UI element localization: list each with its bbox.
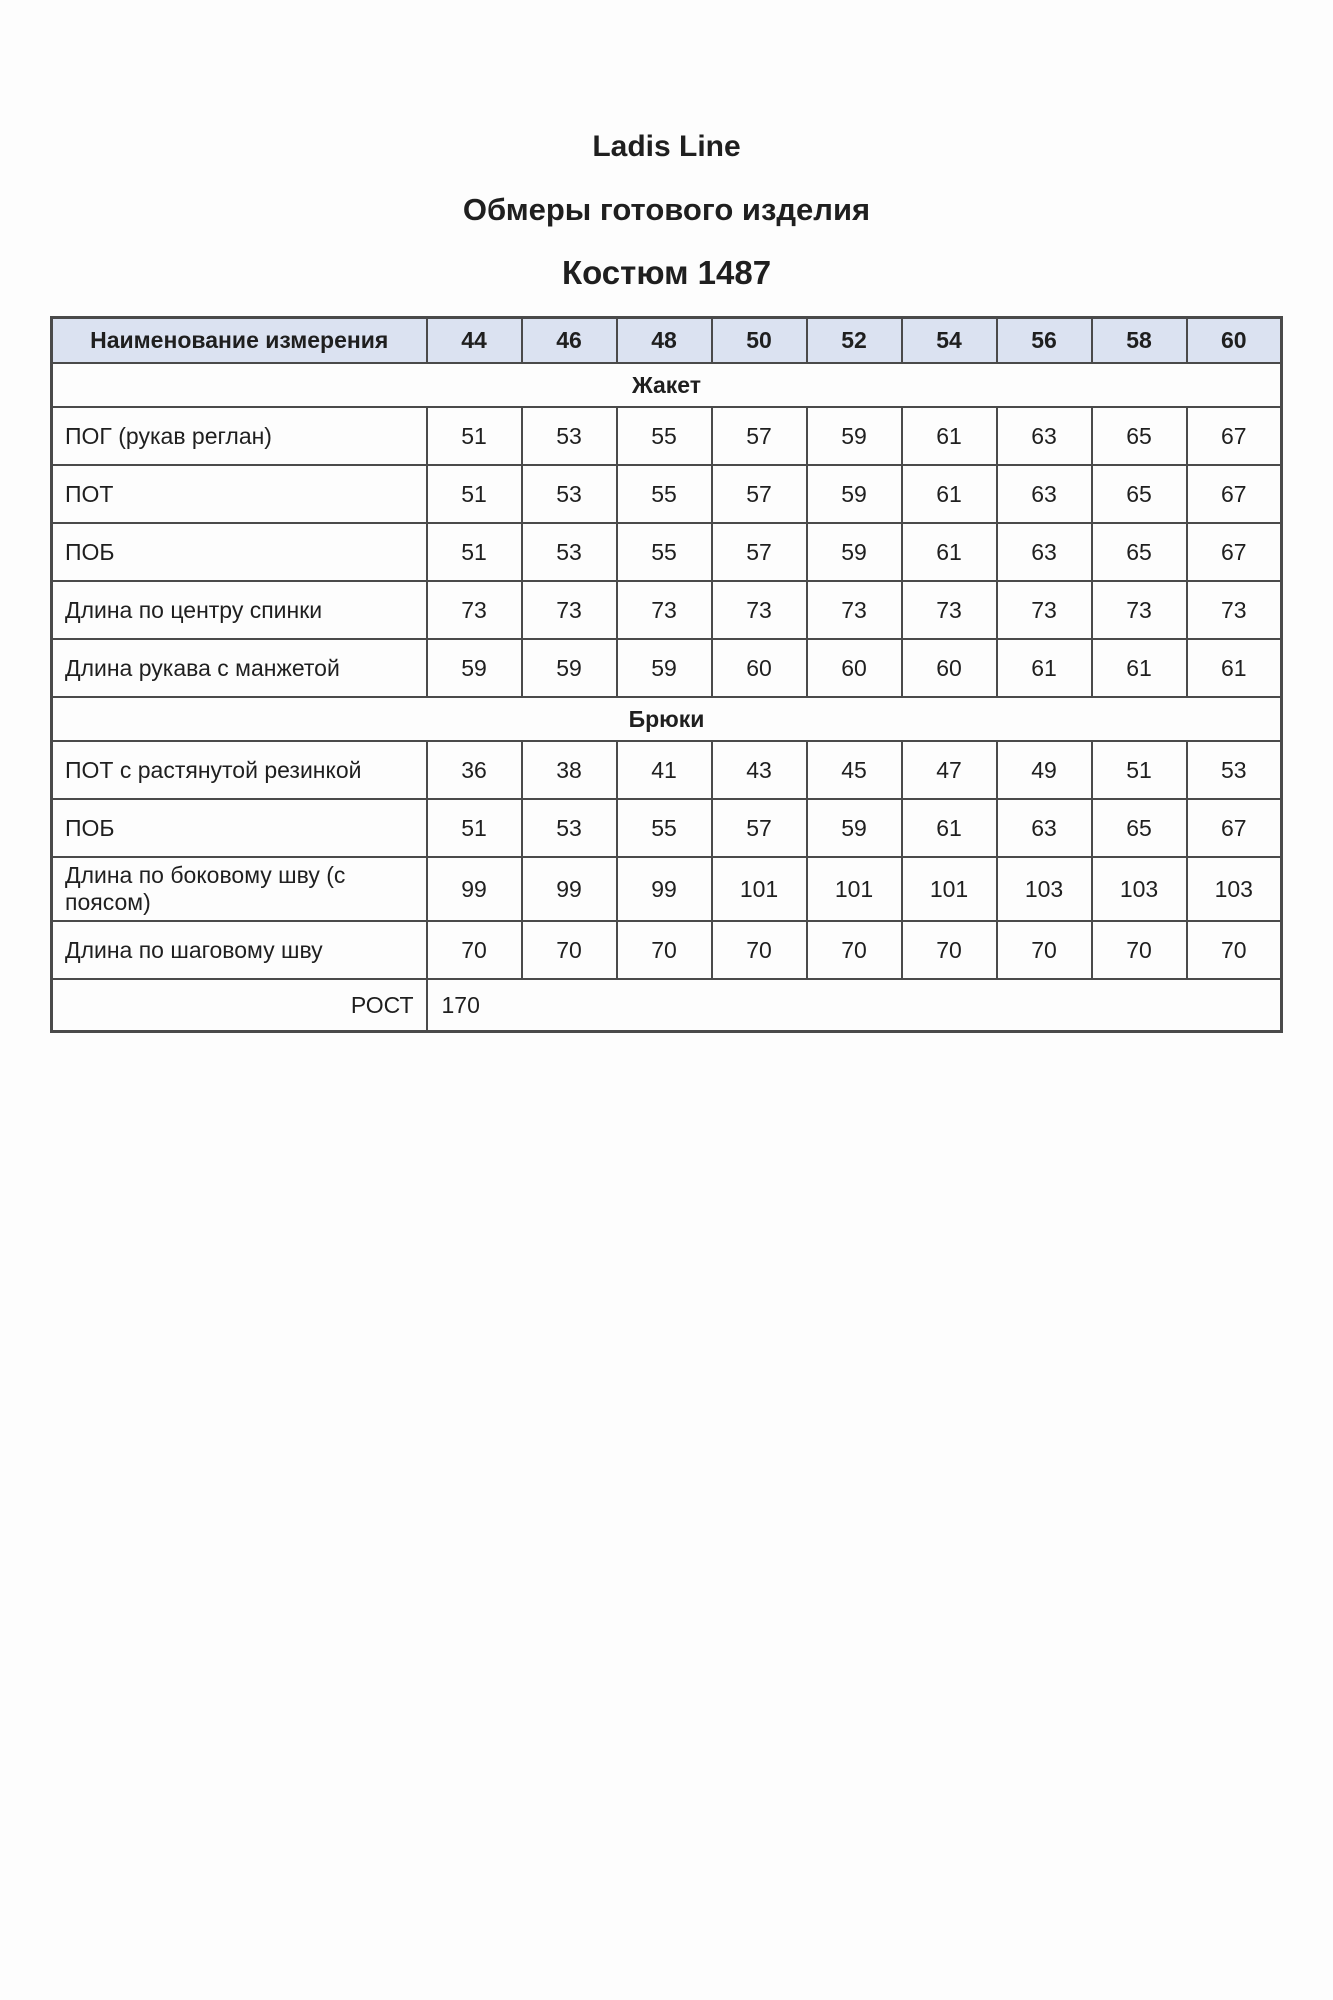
measurement-value: 57 <box>712 465 807 523</box>
measurement-value: 70 <box>1092 921 1187 979</box>
measurement-value: 73 <box>807 581 902 639</box>
measurement-row <box>52 407 1282 465</box>
measurement-row <box>52 741 1282 799</box>
column-header-size: 50 <box>712 318 807 364</box>
measurement-value: 70 <box>902 921 997 979</box>
column-header-size: 46 <box>522 318 617 364</box>
measurement-value: 67 <box>1187 523 1282 581</box>
measurement-value: 59 <box>522 639 617 697</box>
measurement-value: 55 <box>617 407 712 465</box>
measurement-value: 53 <box>522 465 617 523</box>
row-label: Длина рукава с манжетой <box>52 639 427 697</box>
measurement-value: 70 <box>617 921 712 979</box>
measurement-value: 67 <box>1187 799 1282 857</box>
column-header-size: 60 <box>1187 318 1282 364</box>
measurement-value: 99 <box>617 857 712 921</box>
measurement-value: 60 <box>902 639 997 697</box>
column-header-size: 58 <box>1092 318 1187 364</box>
measurement-value: 55 <box>617 523 712 581</box>
measurement-value: 53 <box>1187 741 1282 799</box>
measurement-row <box>52 799 1282 857</box>
column-header-measurement-name: Наименование измерения <box>52 318 427 364</box>
measurement-value: 99 <box>427 857 522 921</box>
measurement-value: 73 <box>522 581 617 639</box>
measurement-value: 101 <box>807 857 902 921</box>
document-subtitle: Обмеры готового изделия <box>462 192 871 227</box>
height-value: 170 <box>427 979 1282 1032</box>
section-header-row <box>52 363 1282 407</box>
measurement-value: 51 <box>1092 741 1187 799</box>
measurement-value: 70 <box>522 921 617 979</box>
measurement-sheet <box>50 0 1283 1033</box>
product-title: Костюм 1487 <box>561 254 772 291</box>
measurement-value: 65 <box>1092 407 1187 465</box>
measurement-value: 51 <box>427 465 522 523</box>
measurement-value: 103 <box>997 857 1092 921</box>
column-header-size: 48 <box>617 318 712 364</box>
measurement-value: 61 <box>1092 639 1187 697</box>
measurement-value: 73 <box>1187 581 1282 639</box>
measurement-row <box>52 857 1282 921</box>
measurement-row <box>52 465 1282 523</box>
measurement-value: 65 <box>1092 465 1187 523</box>
measurement-value: 43 <box>712 741 807 799</box>
measurement-value: 67 <box>1187 407 1282 465</box>
measurement-value: 49 <box>997 741 1092 799</box>
measurement-value: 59 <box>807 465 902 523</box>
measurement-value: 65 <box>1092 799 1187 857</box>
measurement-value: 61 <box>997 639 1092 697</box>
height-label: РОСТ <box>52 979 427 1032</box>
measurement-value: 65 <box>1092 523 1187 581</box>
row-label: ПОБ <box>52 523 427 581</box>
column-header-size: 56 <box>997 318 1092 364</box>
measurement-value: 57 <box>712 799 807 857</box>
measurement-value: 73 <box>712 581 807 639</box>
height-row <box>52 979 1282 1032</box>
measurement-value: 45 <box>807 741 902 799</box>
measurement-value: 60 <box>807 639 902 697</box>
row-label: ПОТ <box>52 465 427 523</box>
measurement-value: 101 <box>902 857 997 921</box>
measurement-value: 99 <box>522 857 617 921</box>
measurement-value: 57 <box>712 523 807 581</box>
measurement-value: 61 <box>1187 639 1282 697</box>
measurement-value: 70 <box>712 921 807 979</box>
measurement-value: 70 <box>427 921 522 979</box>
column-header-size: 52 <box>807 318 902 364</box>
measurement-value: 51 <box>427 523 522 581</box>
measurement-value: 63 <box>997 523 1092 581</box>
measurement-value: 73 <box>617 581 712 639</box>
measurement-value: 73 <box>997 581 1092 639</box>
measurement-value: 57 <box>712 407 807 465</box>
section-title: Брюки <box>52 697 1282 741</box>
measurement-value: 73 <box>427 581 522 639</box>
measurement-value: 59 <box>807 523 902 581</box>
measurement-value: 61 <box>902 407 997 465</box>
measurement-value: 63 <box>997 407 1092 465</box>
measurement-value: 55 <box>617 465 712 523</box>
section-title: Жакет <box>52 363 1282 407</box>
measurements-table <box>50 316 1283 1033</box>
brand-title: Ladis Line <box>592 130 741 163</box>
measurement-value: 59 <box>807 407 902 465</box>
measurement-value: 53 <box>522 799 617 857</box>
measurement-value: 41 <box>617 741 712 799</box>
row-label: Длина по боковому шву (с поясом) <box>52 857 427 921</box>
measurement-row <box>52 639 1282 697</box>
measurement-value: 53 <box>522 407 617 465</box>
row-label: ПОБ <box>52 799 427 857</box>
measurement-value: 70 <box>807 921 902 979</box>
measurement-value: 103 <box>1092 857 1187 921</box>
measurement-value: 38 <box>522 741 617 799</box>
measurement-value: 103 <box>1187 857 1282 921</box>
measurement-value: 61 <box>902 523 997 581</box>
row-label: Длина по шаговому шву <box>52 921 427 979</box>
measurement-value: 51 <box>427 407 522 465</box>
column-header-size: 44 <box>427 318 522 364</box>
measurement-value: 59 <box>807 799 902 857</box>
table-header-row <box>52 318 1282 364</box>
measurement-value: 47 <box>902 741 997 799</box>
measurement-value: 73 <box>902 581 997 639</box>
measurement-value: 63 <box>997 799 1092 857</box>
measurement-value: 73 <box>1092 581 1187 639</box>
measurement-value: 36 <box>427 741 522 799</box>
measurement-value: 51 <box>427 799 522 857</box>
measurement-value: 59 <box>427 639 522 697</box>
measurement-value: 53 <box>522 523 617 581</box>
measurement-value: 70 <box>1187 921 1282 979</box>
column-header-size: 54 <box>902 318 997 364</box>
measurement-value: 61 <box>902 799 997 857</box>
row-label: ПОТ с растянутой резинкой <box>52 741 427 799</box>
measurement-row <box>52 523 1282 581</box>
measurement-row <box>52 581 1282 639</box>
section-header-row <box>52 697 1282 741</box>
measurement-value: 55 <box>617 799 712 857</box>
row-label: ПОГ (рукав реглан) <box>52 407 427 465</box>
measurement-value: 67 <box>1187 465 1282 523</box>
measurement-value: 101 <box>712 857 807 921</box>
measurement-value: 61 <box>902 465 997 523</box>
measurement-value: 59 <box>617 639 712 697</box>
measurement-row <box>52 921 1282 979</box>
measurement-value: 60 <box>712 639 807 697</box>
measurement-value: 70 <box>997 921 1092 979</box>
measurement-value: 63 <box>997 465 1092 523</box>
row-label: Длина по центру спинки <box>52 581 427 639</box>
